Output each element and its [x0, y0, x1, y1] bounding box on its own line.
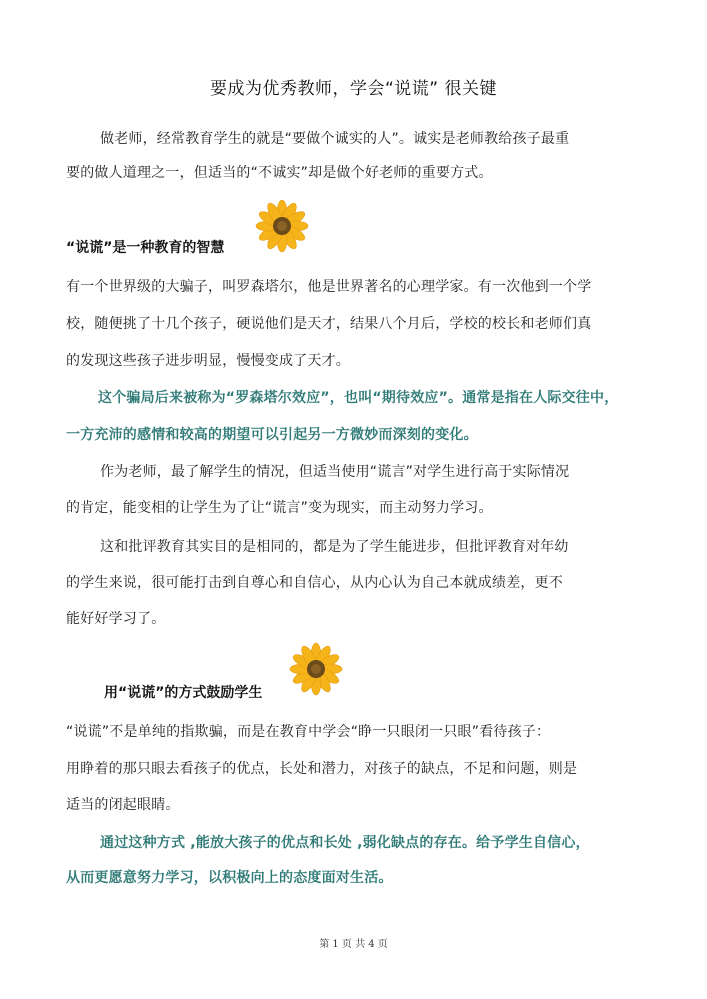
s2-highlight-line-2: 从而更愿意努力学习，以积极向上的态度面对生活。 [66, 870, 393, 886]
s1-highlight-line-2: 一方充沛的感情和较高的期望可以引起另一方微妙而深刻的变化。 [66, 427, 478, 443]
s1-para1-line-3: 的发现这些孩子进步明显，慢慢变成了天才。 [66, 353, 350, 369]
sunflower-icon [288, 641, 344, 697]
section1-heading: “说谎”是一种教育的智慧 [66, 240, 225, 256]
page-footer: 第 1 页 共 4 页 [319, 939, 388, 950]
s2-para1-line-3: 适当的闭起眼睛。 [66, 797, 180, 813]
s1-para1-line-1: 有一个世界级的大骗子，叫罗森塔尔，他是世界著名的心理学家。有一次他到一个学 [66, 279, 592, 295]
intro-line-1: 做老师，经常教育学生的就是“要做个诚实的人”。诚实是老师教给孩子最重 [100, 131, 570, 147]
s1-para2-line-2: 的肯定，能变相的让学生为了让“谎言”变为现实，而主动努力学习。 [66, 500, 493, 516]
intro-line-2: 要的做人道理之一，但适当的“不诚实”却是做个好老师的重要方式。 [66, 165, 493, 181]
s1-para3-line-2: 的学生来说，很可能打击到自尊心和自信心，从内心认为自己本就成绩差，更不 [66, 575, 563, 591]
s1-para2-line-1: 作为老师，最了解学生的情况，但适当使用“谎言”对学生进行高于实际情况 [100, 464, 570, 480]
page-title: 要成为优秀教师，学会“说谎” 很关键 [209, 79, 498, 99]
s1-para1-line-2: 校，随便挑了十几个孩子，硬说他们是天才，结果八个月后，学校的校长和老师们真 [66, 316, 592, 332]
s2-highlight-line-1: 通过这种方式 ,能放大孩子的优点和长处 ,弱化缺点的存在。给予学生自信心， [100, 835, 590, 851]
s1-para3-line-3: 能好好学习了。 [66, 611, 166, 627]
s2-para1-line-1: “说谎”不是单纯的指欺骗，而是在教育中学会“睁一只眼闭一只眼”看待孩子： [66, 724, 551, 740]
s1-para3-line-1: 这和批评教育其实目的是相同的，都是为了学生能进步，但批评教育对年幼 [100, 539, 569, 555]
s2-para1-line-2: 用睁着的那只眼去看孩子的优点，长处和潜力，对孩子的缺点，不足和问题，则是 [66, 761, 578, 777]
s1-highlight-line-1: 这个骗局后来被称为“罗森塔尔效应”，也叫“期待效应”。通常是指在人际交往中， [98, 390, 619, 406]
sunflower-icon [254, 198, 310, 254]
section2-heading: 用“说谎”的方式鼓励学生 [104, 685, 263, 701]
